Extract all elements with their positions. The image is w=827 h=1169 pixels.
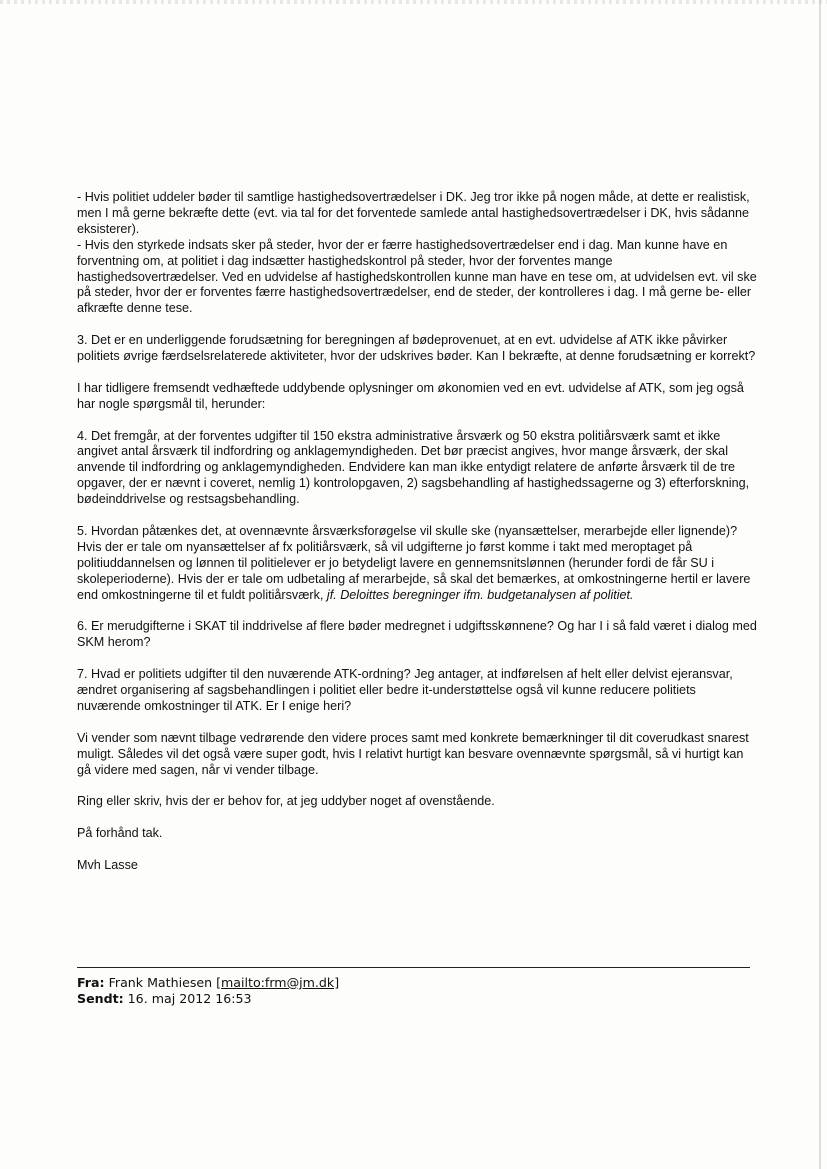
sent-row	[77, 991, 339, 1007]
scan-edge-artifact-right	[819, 0, 821, 1169]
signoff-line: Mvh Lasse	[77, 857, 138, 872]
sent-label: Sendt:	[77, 991, 124, 1006]
intro-paragraph: I har tidligere fremsendt vedhæftede uddybende oplysninger om økonomien ved en evt. udvidelse af ATK, som jeg også har nogle spørgsmål til, herunder:	[77, 380, 744, 411]
question-7: 7. Hvad er politiets udgifter til den nuværende ATK-ordning? Jeg antager, at indførelsen af helt eller delvist ejeransvar, ændret organisering af sagsbehandlingen i politiet eller bedre it-understøttelse også vil kunne reducere politiets nuværende omkostninger til ATK. Er I enige heri?	[77, 667, 733, 713]
question-6: 6. Er merudgifterne i SKAT til inddrivelse af flere bøder medregnet i udgiftsskønnene? Og har I i så fald været i dialog med SKM herom?	[77, 619, 757, 650]
question-5-text: 5. Hvordan påtænkes det, at ovennævnte årsværksforøgelse vil skulle ske (nyansættelser, merarbejde eller lignende)? Hvis der er tale om nyansættelser af fx politiårsværk, så vil udgifterne jo først komme i takt med meroptaget på politiuddannelsen og lønnen til politielever er jo betydeligt lavere en gennemsnitslønnen (herunder fordi de får SU i skoleperioderne). Hvis der er tale om udbetaling af merarbejde, så skal det bemærkes, at omkostningerne hertil er lavere end omkostningerne til et fuldt politiårsværk,	[77, 523, 751, 602]
sent-value: 16. maj 2012 16:53	[127, 991, 252, 1006]
question-5-reference: jf. Deloittes beregninger ifm. budgetanalysen af politiet.	[326, 587, 634, 602]
email-body	[77, 190, 757, 890]
from-label: Fra:	[77, 975, 105, 990]
followup-paragraph: Vi vender som nævnt tilbage vedrørende den videre proces samt med konkrete bemærkninger til dit coverudkast snarest muligt. Således vil det også være super godt, hvis I relativt hurtigt kan besvare ovennævnte spørgsmål, så vi hurtigt kan gå videre med sagen, når vi vender tilbage.	[77, 730, 749, 777]
question-4: 4. Det fremgår, at der forventes udgifter til 150 ekstra administrative årsværk og 50 ekstra politiårsværk samt et ikke angivet antal årsværk til indfordring og anklagemyndigheden. Det bør præcist angives, hvor mange årsværk, der skal anvende til indfordring og anklagemyndigheden. Endvidere kan man ikke entydigt relatere de anførte årsværk til de tre opgaver, der er nævnt i coveret, nemlig 1) kontrolopgaven, 2) sagsbehandling af hastighedssagerne og 3) efterforskning, bødeinddrivelse og restsagsbehandling.	[77, 428, 750, 507]
scan-edge-artifact	[0, 0, 827, 4]
thanks-line: På forhånd tak.	[77, 826, 163, 841]
from-email-link[interactable]: [mailto:frm@jm.dk]	[216, 975, 340, 990]
bullet-paragraph: - Hvis politiet uddeler bøder til samtlige hastighedsovertrædelser i DK. Jeg tror ikke på nogen måde, at dette er realistisk, men I må gerne bekræfte dette (evt. via tal for det forventede samlede antal hastighedsovertrædelser i DK, hvis sådanne eksisterer). - Hvis den styrkede indsats sker på steder, hvor der er færre hastighedsovertrædelser end i dag. Man kunne have en forventning om, at politiet i dag indsætter hastighedskontrol på steder, hvor der forventes mange hastighedsovertrædelser. Ved en udvidelse af hastighedskontrollen kunne man have en tese om, at udvidelsen evt. vil ske på steder, hvor der er forventes færre hastighedsovertrædelser, end de steder, der kontrolleres i dag. I må gerne be- eller afkræfte denne tese.	[77, 190, 757, 316]
from-row	[77, 975, 339, 991]
quoted-message-divider	[77, 967, 750, 968]
question-3: 3. Det er en underliggende forudsætning for beregningen af bødeprovenuet, at en evt. udvidelse af ATK ikke påvirker politiets øvrige færdselsrelaterede aktiviteter, hvor der udskrives bøder. Kan I bekræfte, at denne forudsætning er korrekt?	[77, 333, 756, 364]
from-name: Frank Mathiesen	[108, 975, 213, 990]
question-5	[77, 524, 757, 604]
quoted-message-header	[77, 975, 339, 1007]
call-or-write-line: Ring eller skriv, hvis der er behov for, at jeg uddyber noget af ovenstående.	[77, 794, 495, 809]
